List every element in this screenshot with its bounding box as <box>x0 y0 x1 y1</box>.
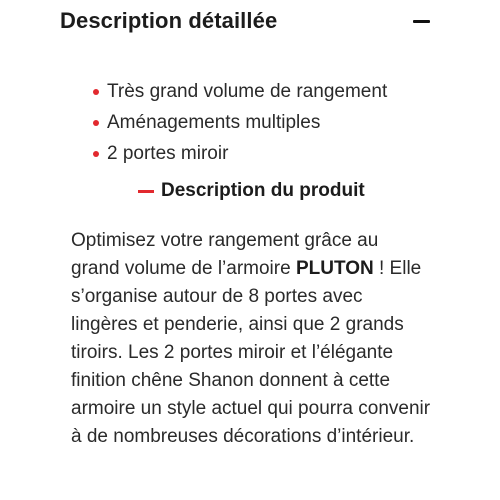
section-title: Description détaillée <box>60 8 278 33</box>
description-part-2: ! Elle s’organise autour de 8 portes avec lingères et penderie, ainsi que 2 grands tiroirs. Les 2 portes miroir et l’élégante finition chêne Shanon donnent à cette armoire un style actuel qui pourra convenir à de nombreuses décorations d’intérieur. <box>71 258 431 447</box>
feature-text: Très grand volume de rangement <box>107 80 388 102</box>
collapse-bar <box>413 20 430 23</box>
feature-item <box>93 138 387 169</box>
product-name: PLUTON <box>295 258 374 279</box>
feature-item <box>93 76 387 107</box>
feature-list <box>93 76 387 169</box>
feature-item <box>93 107 387 138</box>
product-description-title: Description du produit <box>161 180 365 201</box>
bullet-icon <box>93 89 99 95</box>
minus-icon[interactable] <box>410 10 432 32</box>
dash-icon <box>138 190 154 193</box>
feature-text: Aménagements multiples <box>107 111 321 133</box>
product-description-header[interactable] <box>138 180 365 202</box>
bullet-icon <box>93 151 99 157</box>
feature-text: 2 portes miroir <box>107 142 229 164</box>
bullet-icon <box>93 120 99 126</box>
description-part-1: Optimisez votre rangement grâce au grand volume de l’armoire <box>71 230 379 279</box>
section-header[interactable] <box>60 4 432 38</box>
product-description-text <box>71 227 431 451</box>
